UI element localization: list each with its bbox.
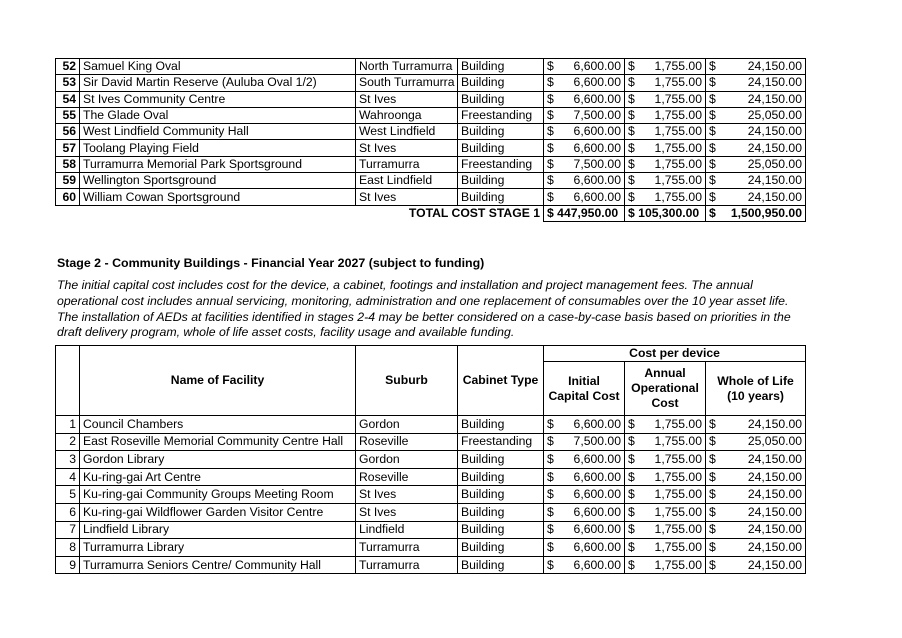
annual-operational-cost: 1,755.00	[642, 59, 706, 75]
facility-name: Turramurra Library	[80, 539, 356, 557]
whole-of-life-cost: 24,150.00	[723, 416, 806, 434]
annual-operational-cost: 1,755.00	[642, 503, 706, 521]
whole-of-life-cost: 24,150.00	[723, 59, 806, 75]
currency-symbol: $	[544, 433, 562, 451]
table-row	[56, 556, 806, 574]
row-number: 8	[56, 539, 80, 557]
cabinet-type: Building	[458, 556, 544, 574]
currency-symbol: $	[706, 91, 723, 107]
currency-symbol: $	[625, 539, 642, 557]
table-row	[56, 433, 806, 451]
stage2-heading: Stage 2 - Community Buildings - Financial Year 2027 (subject to funding)	[57, 256, 485, 270]
currency-symbol: $	[544, 521, 562, 539]
currency-symbol: $	[544, 59, 562, 75]
currency-symbol: $	[625, 503, 642, 521]
cabinet-type: Building	[458, 521, 544, 539]
annual-operational-cost: 1,755.00	[642, 124, 706, 140]
currency-symbol: $	[625, 468, 642, 486]
suburb: Turramurra	[356, 156, 458, 172]
currency-symbol: $	[706, 468, 723, 486]
table-row	[56, 59, 806, 75]
currency-symbol: $	[544, 75, 562, 91]
row-number: 5	[56, 486, 80, 504]
initial-capital-cost: 7,500.00	[562, 433, 625, 451]
whole-of-life-cost: 25,050.00	[723, 156, 806, 172]
currency-symbol: $	[544, 468, 562, 486]
currency-symbol: $	[544, 173, 562, 189]
header-number	[56, 346, 80, 416]
table-row	[56, 140, 806, 156]
annual-operational-cost: 1,755.00	[642, 486, 706, 504]
row-number: 1	[56, 416, 80, 434]
currency-symbol: $	[544, 107, 562, 123]
currency-symbol: $	[706, 486, 723, 504]
table-row	[56, 451, 806, 469]
suburb: St Ives	[356, 189, 458, 205]
cabinet-type: Building	[458, 503, 544, 521]
cabinet-type: Building	[458, 75, 544, 91]
total-initial: $ 447,950.00	[544, 205, 625, 221]
facility-name: St Ives Community Centre	[80, 91, 356, 107]
stage1-table	[55, 58, 806, 222]
suburb: St Ives	[356, 486, 458, 504]
initial-capital-cost: 7,500.00	[562, 107, 625, 123]
whole-of-life-cost: 25,050.00	[723, 433, 806, 451]
suburb: Wahroonga	[356, 107, 458, 123]
facility-name: Ku-ring-gai Art Centre	[80, 468, 356, 486]
whole-of-life-cost: 24,150.00	[723, 503, 806, 521]
table-row	[56, 189, 806, 205]
suburb: West Lindfield	[356, 124, 458, 140]
initial-capital-cost: 6,600.00	[562, 486, 625, 504]
whole-of-life-cost: 24,150.00	[723, 173, 806, 189]
header-cabinet: Cabinet Type	[458, 346, 544, 416]
annual-operational-cost: 1,755.00	[642, 539, 706, 557]
whole-of-life-cost: 24,150.00	[723, 451, 806, 469]
total-row	[56, 205, 806, 221]
currency-symbol: $	[625, 75, 642, 91]
facility-name: Ku-ring-gai Wildflower Garden Visitor Centre	[80, 503, 356, 521]
suburb: St Ives	[356, 91, 458, 107]
currency-symbol: $	[544, 556, 562, 574]
header-initial: Initial Capital Cost	[544, 362, 625, 416]
facility-name: Sir David Martin Reserve (Auluba Oval 1/2)	[80, 75, 356, 91]
row-number: 54	[56, 91, 80, 107]
currency-symbol: $	[706, 433, 723, 451]
whole-of-life-cost: 24,150.00	[723, 140, 806, 156]
header-annual: Annual Operational Cost	[625, 362, 706, 416]
cabinet-type: Building	[458, 173, 544, 189]
row-number: 7	[56, 521, 80, 539]
initial-capital-cost: 6,600.00	[562, 503, 625, 521]
total-annual: $ 105,300.00	[625, 205, 706, 221]
initial-capital-cost: 6,600.00	[562, 173, 625, 189]
cabinet-type: Freestanding	[458, 107, 544, 123]
currency-symbol: $	[625, 59, 642, 75]
row-number: 57	[56, 140, 80, 156]
annual-operational-cost: 1,755.00	[642, 556, 706, 574]
cabinet-type: Building	[458, 539, 544, 557]
cabinet-type: Freestanding	[458, 156, 544, 172]
currency-symbol: $	[625, 486, 642, 504]
facility-name: Wellington Sportsground	[80, 173, 356, 189]
initial-capital-cost: 6,600.00	[562, 556, 625, 574]
annual-operational-cost: 1,755.00	[642, 107, 706, 123]
facility-name: Ku-ring-gai Community Groups Meeting Room	[80, 486, 356, 504]
initial-capital-cost: 7,500.00	[562, 156, 625, 172]
facility-name: Council Chambers	[80, 416, 356, 434]
row-number: 53	[56, 75, 80, 91]
currency-symbol: $	[544, 503, 562, 521]
table-row	[56, 124, 806, 140]
table-row	[56, 539, 806, 557]
header-cost-per-device: Cost per device	[544, 346, 806, 362]
cabinet-type: Building	[458, 189, 544, 205]
currency-symbol: $	[544, 140, 562, 156]
suburb: Gordon	[356, 451, 458, 469]
whole-of-life-cost: 24,150.00	[723, 521, 806, 539]
row-number: 4	[56, 468, 80, 486]
table-row	[56, 486, 806, 504]
suburb: Turramurra	[356, 539, 458, 557]
facility-name: East Roseville Memorial Community Centre Hall	[80, 433, 356, 451]
currency-symbol: $	[544, 539, 562, 557]
table-row	[56, 503, 806, 521]
currency-symbol: $	[706, 156, 723, 172]
cabinet-type: Building	[458, 468, 544, 486]
currency-symbol: $	[706, 124, 723, 140]
currency-symbol: $	[625, 433, 642, 451]
row-number: 2	[56, 433, 80, 451]
table-row	[56, 156, 806, 172]
table-row	[56, 91, 806, 107]
stage2-table	[55, 345, 806, 574]
initial-capital-cost: 6,600.00	[562, 468, 625, 486]
currency-symbol: $	[544, 416, 562, 434]
currency-symbol: $	[625, 91, 642, 107]
currency-symbol: $	[706, 189, 723, 205]
currency-symbol: $	[625, 556, 642, 574]
initial-capital-cost: 6,600.00	[562, 140, 625, 156]
facility-name: Toolang Playing Field	[80, 140, 356, 156]
currency-symbol: $	[625, 451, 642, 469]
annual-operational-cost: 1,755.00	[642, 189, 706, 205]
currency-symbol: $	[625, 189, 642, 205]
header-name: Name of Facility	[80, 346, 356, 416]
annual-operational-cost: 1,755.00	[642, 140, 706, 156]
annual-operational-cost: 1,755.00	[642, 416, 706, 434]
annual-operational-cost: 1,755.00	[642, 156, 706, 172]
table-row	[56, 173, 806, 189]
whole-of-life-cost: 24,150.00	[723, 556, 806, 574]
table-row	[56, 468, 806, 486]
initial-capital-cost: 6,600.00	[562, 451, 625, 469]
initial-capital-cost: 6,600.00	[562, 189, 625, 205]
annual-operational-cost: 1,755.00	[642, 451, 706, 469]
currency-symbol: $	[706, 521, 723, 539]
cabinet-type: Building	[458, 451, 544, 469]
whole-of-life-cost: 24,150.00	[723, 486, 806, 504]
currency-symbol: $	[544, 91, 562, 107]
cabinet-type: Building	[458, 416, 544, 434]
suburb: St Ives	[356, 503, 458, 521]
suburb: North Turramurra	[356, 59, 458, 75]
initial-capital-cost: 6,600.00	[562, 521, 625, 539]
row-number: 55	[56, 107, 80, 123]
row-number: 9	[56, 556, 80, 574]
cabinet-type: Building	[458, 124, 544, 140]
suburb: East Lindfield	[356, 173, 458, 189]
table-row	[56, 521, 806, 539]
cabinet-type: Building	[458, 59, 544, 75]
initial-capital-cost: 6,600.00	[562, 416, 625, 434]
facility-name: Lindfield Library	[80, 521, 356, 539]
currency-symbol: $	[706, 556, 723, 574]
currency-symbol: $	[706, 416, 723, 434]
currency-symbol: $	[706, 205, 723, 221]
initial-capital-cost: 6,600.00	[562, 539, 625, 557]
whole-of-life-cost: 25,050.00	[723, 107, 806, 123]
row-number: 6	[56, 503, 80, 521]
stage2-note: The initial capital cost includes cost for the device, a cabinet, footings and installation and project management fees. The annual operational cost includes annual servicing, monitoring, administration and one replacement of consumables over the 10 year asset life. The installation of AEDs at facilities identified in stages 2-4 may be better considered on a case-by-case basis based on priorities in the draft delivery program, whole of life asset costs, facility usage and available funding.	[57, 278, 791, 340]
whole-of-life-cost: 24,150.00	[723, 539, 806, 557]
header-whole: Whole of Life (10 years)	[706, 362, 806, 416]
annual-operational-cost: 1,755.00	[642, 91, 706, 107]
currency-symbol: $	[625, 173, 642, 189]
whole-of-life-cost: 24,150.00	[723, 91, 806, 107]
row-number: 58	[56, 156, 80, 172]
table-row	[56, 416, 806, 434]
currency-symbol: $	[625, 124, 642, 140]
facility-name: The Glade Oval	[80, 107, 356, 123]
total-whole: 1,500,950.00	[723, 205, 806, 221]
annual-operational-cost: 1,755.00	[642, 75, 706, 91]
annual-operational-cost: 1,755.00	[642, 433, 706, 451]
currency-symbol: $	[544, 124, 562, 140]
currency-symbol: $	[706, 173, 723, 189]
whole-of-life-cost: 24,150.00	[723, 468, 806, 486]
currency-symbol: $	[544, 189, 562, 205]
whole-of-life-cost: 24,150.00	[723, 75, 806, 91]
facility-name: Gordon Library	[80, 451, 356, 469]
currency-symbol: $	[706, 503, 723, 521]
currency-symbol: $	[625, 107, 642, 123]
cabinet-type: Building	[458, 140, 544, 156]
table-row	[56, 75, 806, 91]
currency-symbol: $	[625, 140, 642, 156]
initial-capital-cost: 6,600.00	[562, 59, 625, 75]
currency-symbol: $	[625, 156, 642, 172]
suburb: Gordon	[356, 416, 458, 434]
row-number: 3	[56, 451, 80, 469]
currency-symbol: $	[625, 521, 642, 539]
whole-of-life-cost: 24,150.00	[723, 189, 806, 205]
facility-name: William Cowan Sportsground	[80, 189, 356, 205]
facility-name: Turramurra Seniors Centre/ Community Hall	[80, 556, 356, 574]
currency-symbol: $	[625, 416, 642, 434]
currency-symbol: $	[706, 107, 723, 123]
table-row	[56, 107, 806, 123]
currency-symbol: $	[706, 539, 723, 557]
currency-symbol: $	[544, 156, 562, 172]
annual-operational-cost: 1,755.00	[642, 521, 706, 539]
suburb: Roseville	[356, 433, 458, 451]
suburb: Roseville	[356, 468, 458, 486]
suburb: South Turramurra	[356, 75, 458, 91]
currency-symbol: $	[544, 486, 562, 504]
cabinet-type: Freestanding	[458, 433, 544, 451]
facility-name: Samuel King Oval	[80, 59, 356, 75]
row-number: 59	[56, 173, 80, 189]
suburb: Turramurra	[356, 556, 458, 574]
initial-capital-cost: 6,600.00	[562, 75, 625, 91]
row-number: 52	[56, 59, 80, 75]
total-label: TOTAL COST STAGE 1	[408, 206, 540, 221]
currency-symbol: $	[706, 140, 723, 156]
header-suburb: Suburb	[356, 346, 458, 416]
currency-symbol: $	[706, 59, 723, 75]
whole-of-life-cost: 24,150.00	[723, 124, 806, 140]
currency-symbol: $	[544, 451, 562, 469]
cabinet-type: Building	[458, 91, 544, 107]
annual-operational-cost: 1,755.00	[642, 173, 706, 189]
cabinet-type: Building	[458, 486, 544, 504]
suburb: Lindfield	[356, 521, 458, 539]
annual-operational-cost: 1,755.00	[642, 468, 706, 486]
row-number: 60	[56, 189, 80, 205]
currency-symbol: $	[706, 75, 723, 91]
facility-name: Turramurra Memorial Park Sportsground	[80, 156, 356, 172]
row-number: 56	[56, 124, 80, 140]
facility-name: West Lindfield Community Hall	[80, 124, 356, 140]
initial-capital-cost: 6,600.00	[562, 124, 625, 140]
currency-symbol: $	[706, 451, 723, 469]
suburb: St Ives	[356, 140, 458, 156]
initial-capital-cost: 6,600.00	[562, 91, 625, 107]
